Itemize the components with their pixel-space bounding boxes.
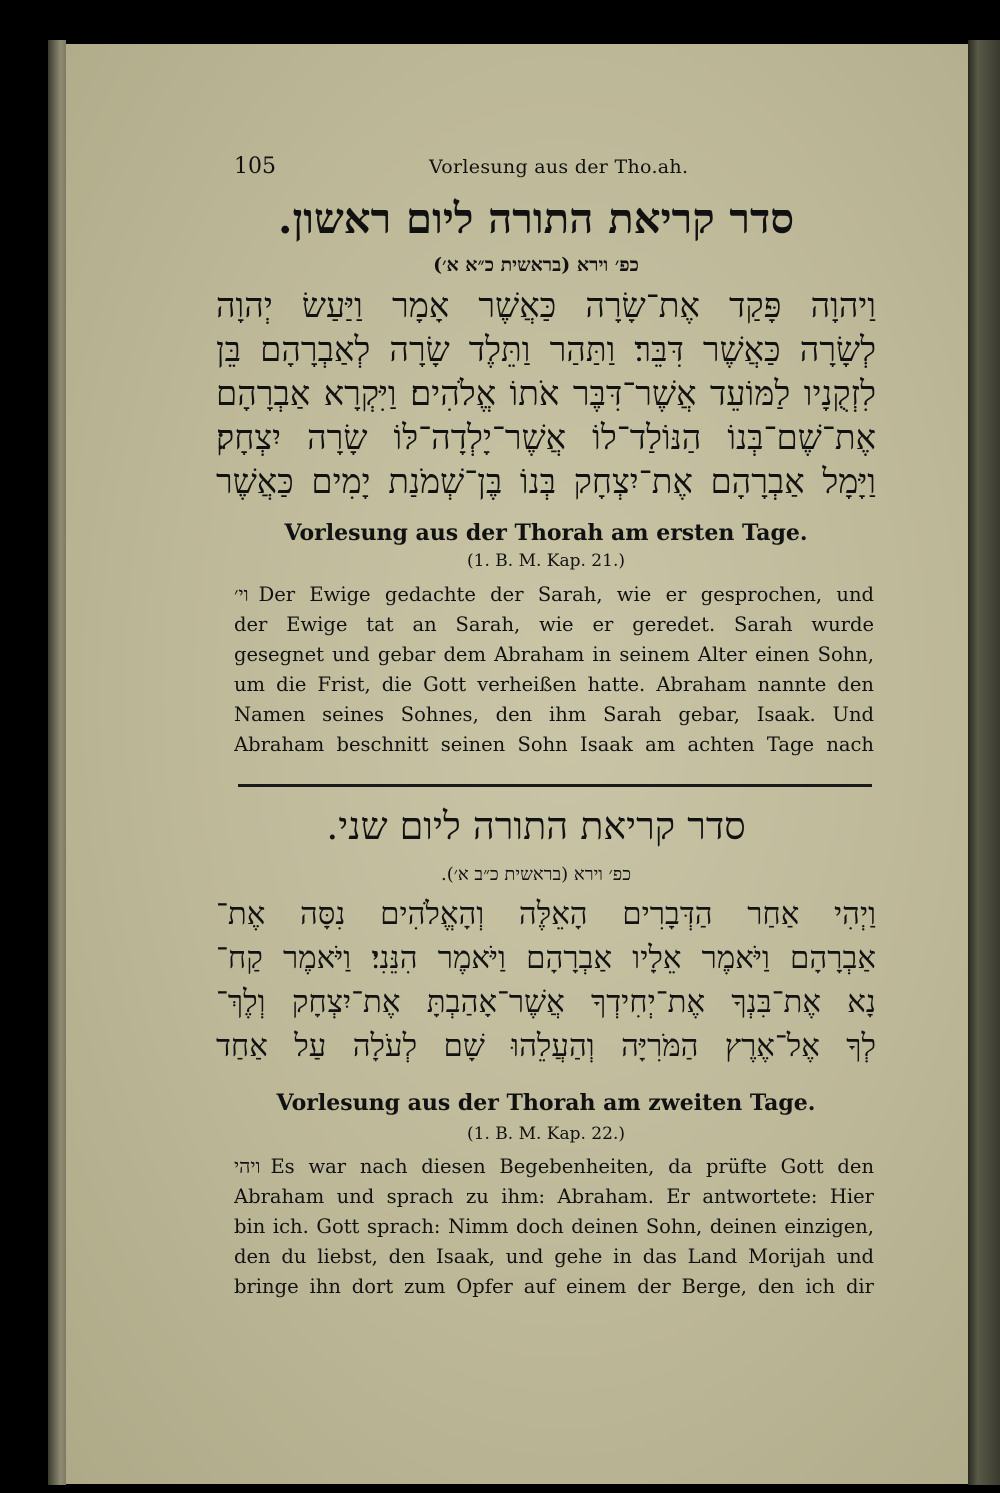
hebrew-marker: וי׳ <box>234 583 249 606</box>
section1-german-heading: Vorlesung aus der Thorah am ersten Tage. <box>284 520 808 546</box>
hebrew-line: לִזְקֻנָיו לַמּוֹעֵד אֲשֶׁר־דִּבֶּר אֹתוֹ אֱלֹהִים׃ וַיִּקְרָא אַבְרָהָם <box>216 374 876 414</box>
german-line: den du liebst, den Isaak, und gehe in das Land Morijah und <box>234 1245 874 1268</box>
german-line: gesegnet und gebar dem Abraham in seinem Alter einen Sohn, <box>234 643 874 666</box>
page-header <box>234 154 844 184</box>
section1-hebrew-text <box>216 284 876 504</box>
section1-german-text <box>234 580 874 760</box>
running-head: Vorlesung aus der Tho.ah. <box>429 156 689 178</box>
page-number: 105 <box>234 154 276 179</box>
german-line-text: Es war nach diesen Begebenheiten, da prüfte Gott den <box>270 1155 874 1178</box>
section-divider <box>238 784 872 787</box>
hebrew-line: וַיהוָה פָּקַד אֶת־שָׂרָה כַּאֲשֶׁר אָמָר וַיַּעַשׂ יְהוָה <box>216 286 876 326</box>
hebrew-line: נָא אֶת־בִּנְךָ אֶת־יְחִידְךָ אֲשֶׁר־אָהַבְתָּ אֶת־יִצְחָק וְלֶךְ־ <box>216 984 876 1020</box>
german-line <box>234 580 874 610</box>
section2-hebrew-title: סדר קריאת התורה ליום שני. <box>326 804 746 848</box>
section2-hebrew-subtitle: כפ׳ וירא (בראשית כ״ב א׳). <box>440 864 632 885</box>
section2-german-ref: (1. B. M. Kap. 22.) <box>467 1124 625 1144</box>
hebrew-line: לְךָ אֶל־אֶרֶץ הַמֹּרִיָּה וְהַעֲלֵהוּ שָׁם לְעֹלָה עַל אַחַד <box>216 1028 876 1064</box>
section1-hebrew-subtitle: כפ׳ וירא (בראשית כ״א א׳) <box>433 254 639 276</box>
hebrew-line: לְשָׂרָה כַּאֲשֶׁר דִּבֵּר׃ וַתַּהַר וַתֵּלֶד שָׂרָה לְאַבְרָהָם בֵּן <box>216 330 876 370</box>
german-line: der Ewige tat an Sarah, wie er geredet. Sarah wurde <box>234 613 874 636</box>
german-line-text: Der Ewige gedachte der Sarah, wie er gesprochen, und <box>258 583 874 606</box>
german-line: bin ich. Gott sprach: Nimm doch deinen Sohn, deinen einzigen, <box>234 1215 874 1238</box>
hebrew-line: אַבְרָהָם וַיֹּאמֶר אֵלָיו אַבְרָהָם וַיֹּאמֶר הִנֵּנִי׃ וַיֹּאמֶר קַח־ <box>216 940 876 976</box>
hebrew-line: וַיְהִי אַחַר הַדְּבָרִים הָאֵלֶּה וְהָאֱלֹהִים נִסָּה אֶת־ <box>216 896 876 932</box>
section1-hebrew-title: סדר קריאת התורה ליום ראשון. <box>277 194 795 243</box>
german-line: bringe ihn dort zum Opfer auf einem der Berge, den ich dir <box>234 1275 874 1298</box>
hebrew-marker: ויהי <box>234 1155 261 1178</box>
book-page <box>66 44 968 1484</box>
book-edge-right <box>968 40 1000 1485</box>
german-line: um die Frist, die Gott verheißen hatte. Abraham nannte den <box>234 673 874 696</box>
section2-hebrew-text <box>216 892 876 1068</box>
book-edge-left <box>48 40 66 1485</box>
hebrew-line: וַיָּמָל אַבְרָהָם אֶת־יִצְחָק בְּנוֹ בֶּן־שְׁמֹנַת יָמִים כַּאֲשֶׁר <box>216 462 876 502</box>
section1-german-ref: (1. B. M. Kap. 21.) <box>467 551 625 571</box>
german-line <box>234 1152 874 1182</box>
section2-german-heading: Vorlesung aus der Thorah am zweiten Tage. <box>276 1090 816 1116</box>
hebrew-line: אֶת־שֶׁם־בְּנוֹ הַנּוֹלַד־לוֹ אֲשֶׁר־יָלְדָה־לּוֹ שָׂרָה יִצְחָק׃ <box>216 418 876 458</box>
german-line: Abraham und sprach zu ihm: Abraham. Er antwortete: Hier <box>234 1185 874 1208</box>
section2-german-text <box>234 1152 874 1302</box>
german-line: Namen seines Sohnes, den ihm Sarah gebar, Isaak. Und <box>234 703 874 726</box>
german-line: Abraham beschnitt seinen Sohn Isaak am achten Tage nach <box>234 733 874 756</box>
